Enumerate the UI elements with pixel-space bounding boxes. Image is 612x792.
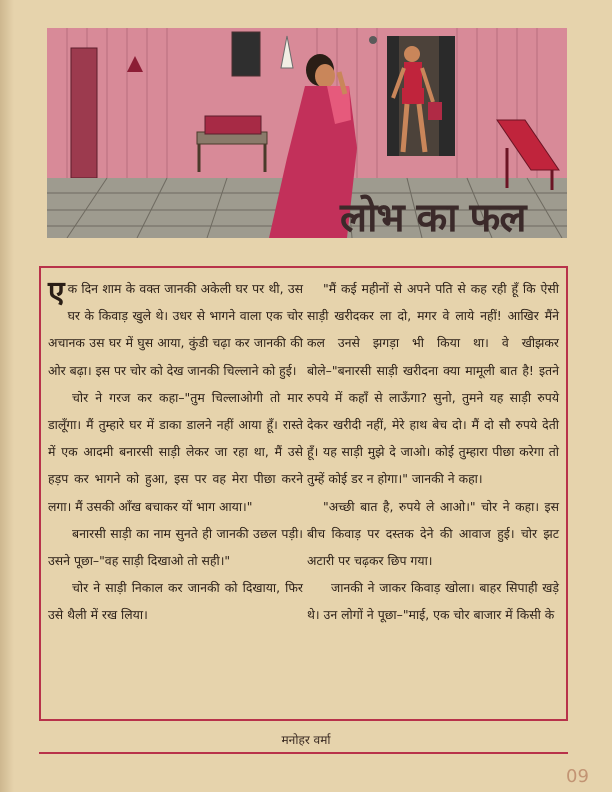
bottom-divider bbox=[39, 752, 568, 754]
story-column-right bbox=[307, 275, 559, 629]
author-name: मनोहर वर्मा bbox=[281, 733, 331, 747]
drop-cap: ए bbox=[48, 275, 65, 310]
story-title: लोभ का फल bbox=[340, 195, 526, 241]
page-number: 09 bbox=[566, 766, 589, 787]
story-paragraph: चोर ने साड़ी निकाल कर जानकी को दिखाया, फिर उसे थैली में रख लिया। bbox=[48, 580, 303, 623]
story-paragraph: बनारसी साड़ी का नाम सुनते ही जानकी उछल पड़ी। उसने पूछा–"वह साड़ी दिखाओ तो सही।" bbox=[48, 525, 303, 569]
story-column-left bbox=[48, 275, 303, 629]
story-paragraph: एक दिन शाम के वक्त जानकी अकेली घर पर थी, उस घर के किवाड़ खुले थे। उधर से भागने वाला एक चोर अचानक उस घर में घुस आया, कुंडी चढ़ा कर जानकी की ओर बढ़ा। इस पर चोर को देख जानकी चिल्लाने को हुई। bbox=[48, 275, 303, 378]
story-paragraph: "मैं कई महीनों से अपने पति से कह रही हूँ कि ऐसी साड़ी खरीदकर ला दो, मगर वे लाये नहीं! आखिर मैंने कल उनसे झगड़ा भी किया था। वे खीझकर बोले–"बनारसी साड़ी खरीदना क्या मामूली बात है! इतने रुपये में कहाँ से लाऊँगा? सुनो, तुमने यह साड़ी रुपये देकर खरीदी नहीं, मेरे हाथ बेच दो। मैं दो सौ रुपये देती हूँ। यह साड़ी मुझे दे जाओ। कोई तुम्हारा पीछा करेगा तो तुम्हें कोई डर न होगा।" जानकी ने कहा। bbox=[307, 281, 559, 487]
page-edge bbox=[0, 0, 14, 792]
story-paragraph: "अच्छी बात है, रुपये ले आओ।" चोर ने कहा। इस बीच किवाड़ पर दस्तक देने की आवाज हुई। चोर झट अटारी पर चढ़कर छिप गया। bbox=[307, 498, 559, 569]
story-paragraph: जानकी ने जाकर किवाड़ खोला। बाहर सिपाही खड़े थे। उन लोगों ने पूछा–"माई, एक चोर बाजार में किसी के bbox=[307, 580, 559, 623]
story-paragraph: चोर ने गरज कर कहा–"तुम चिल्लाओगी तो मार डालूँगा। मैं तुम्हारे घर में डाका डालने नहीं आया हूँ। रास्ते में एक आदमी बनारसी साड़ी लेकर जा रहा था, मैं उसे हड़प कर भागने को हुआ, इस पर वह मेरा पीछा करने लगा। मैं उसकी आँख बचाकर यों भाग आया।" bbox=[48, 389, 303, 514]
